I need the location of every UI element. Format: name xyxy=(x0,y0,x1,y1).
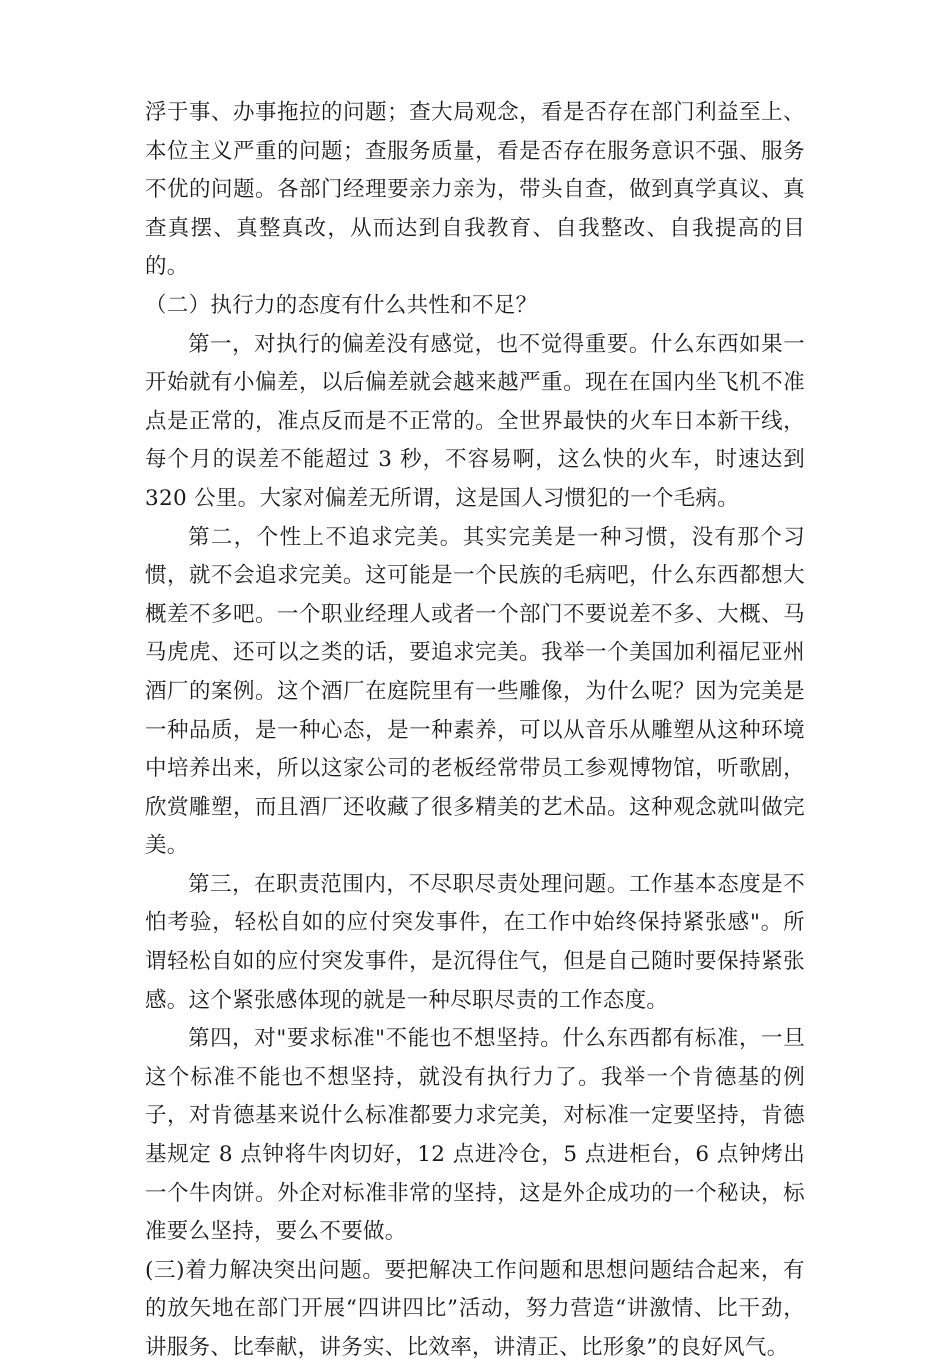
section-heading-3: (三)着力解决突出问题。要把解决工作问题和思想问题结合起来，有的放矢地在部门开展“四讲四比”活动，努力营造“讲激情、比干劲，讲服务、比奉献，讲务实、比效率，讲清正、比形象”的良好风气。 xyxy=(145,1257,805,1360)
paragraph-third-point: 第三，在职责范围内，不尽职尽责处理问题。工作基本态度是不怕考验，轻松自如的应付突发事件，在工作中始终保持紧张感"。所谓轻松自如的应付突发事件，是沉得住气，但是自己随时要保持紧张感。这个紧张感体现的就是一种尽职尽责的工作态度。 xyxy=(145,871,805,1013)
paragraph-second-point: 第二，个性上不追求完美。其实完美是一种习惯，没有那个习惯，就不会追求完美。这可能是一个民族的毛病吧，什么东西都想大概差不多吧。一个职业经理人或者一个部门不要说差不多、大概、马马虎虎、还可以之类的话，要追求完美。我举一个美国加利福尼亚州酒厂的案例。这个酒厂在庭院里有一些雕像，为什么呢？因为完美是一种品质，是一种心态，是一种素养，可以从音乐从雕塑从这种环境中培养出来，所以这家公司的老板经常带员工参观博物馆，听歌剧，欣赏雕塑，而且酒厂还收藏了很多精美的艺术品。这种观念就叫做完美。 xyxy=(145,524,805,859)
paragraph-fourth-point: 第四，对"要求标准"不能也不想坚持。什么东西都有标准，一旦这个标准不能也不想坚持，就没有执行力了。我举一个肯德基的例子，对肯德基来说什么标准都要力求完美，对标准一定要坚持，肯德基规定 8 点钟将牛肉切好，12 点进冷仓，5 点进柜台，6 点钟烤出一个牛肉饼。外企对标准非常的坚持，这是外企成功的一个秘诀，标准要么坚持，要么不要做。 xyxy=(145,1026,805,1245)
document-body xyxy=(145,94,805,1368)
section-heading-2: （二）执行力的态度有什么共性和不足？ xyxy=(145,292,538,318)
paragraph-first-point: 第一，对执行的偏差没有感觉，也不觉得重要。什么东西如果一开始就有小偏差，以后偏差就会越来越严重。现在在国内坐飞机不准点是正常的，准点反而是不正常的。全世界最快的火车日本新干线，每个月的误差不能超过 3 秒，不容易啊，这么快的火车，时速达到 320 公里。大家对偏差无所谓，这是国人习惯犯的一个毛病。 xyxy=(145,331,805,511)
paragraph-continuation: 浮于事、办事拖拉的问题；查大局观念，看是否存在部门利益至上、本位主义严重的问题；查服务质量，看是否存在服务意识不强、服务不优的问题。各部门经理要亲力亲为，带头自查，做到真学真议、真查真摆、真整真改，从而达到自我教育、自我整改、自我提高的目的。 xyxy=(145,100,805,280)
